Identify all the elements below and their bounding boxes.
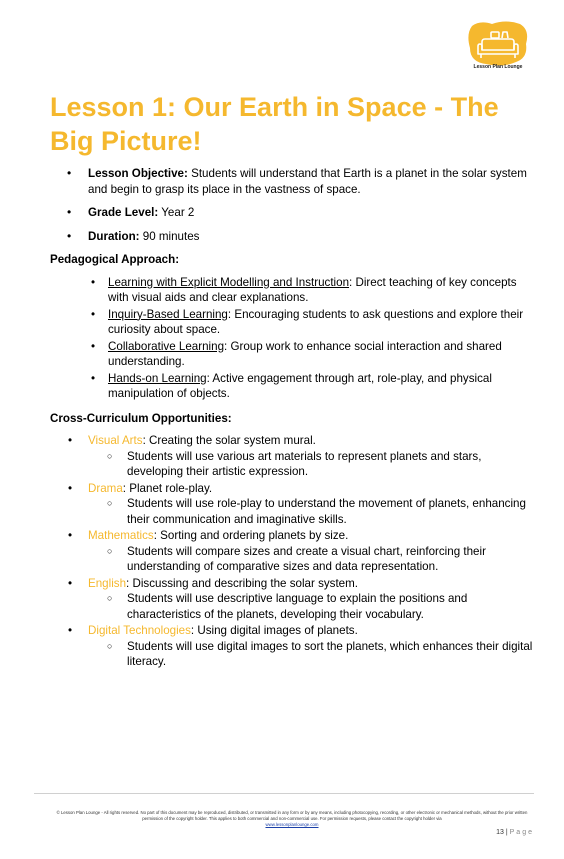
list-item: [50, 433, 540, 480]
cross-curriculum-heading: Cross-Curriculum Opportunities:: [50, 411, 232, 425]
copyright-text: © Lesson Plan Lounge - All rights reserved. No part of this document may be reproduced, distributed, or transmitted in any form or by any means, including photocopying, recording, or other electronic or mechanical methods, without the prior written permission of the copyright holder. This applies to both commercial and non-commercial use. For permission requests, please contact the copyright holder via: [56, 810, 528, 821]
subject-name: Mathematics: [88, 529, 154, 542]
pedagogical-heading: Pedagogical Approach:: [50, 253, 180, 266]
approach-term: Inquiry-Based Learning: [108, 307, 228, 321]
approach-term: Hands-on Learning: [108, 371, 207, 385]
overview-list: [50, 166, 540, 244]
cross-curriculum-list: [50, 433, 540, 670]
logo-wordmark: Lesson Plan Lounge: [473, 64, 523, 70]
lesson-title: Lesson 1: Our Earth in Space - The Big Picture!: [50, 92, 499, 156]
subject-name: Digital Technologies: [88, 624, 191, 637]
sub-list-item: ○ Students will use descriptive language to explain the positions and characteristics of the planets, developing their vocabulary.: [88, 591, 540, 622]
overview-label: Lesson Objective:: [88, 167, 188, 180]
page-label: Page: [509, 829, 534, 836]
list-item: [50, 339, 540, 370]
overview-value: 90 minutes: [139, 229, 200, 243]
pedagogical-list: [50, 275, 540, 402]
subject-activity: : Using digital images of planets.: [190, 624, 358, 637]
approach-text: : Group work to enhance social interaction and shared understanding.: [108, 339, 502, 368]
sub-list-item: ○ Students will use various art materials to represent planets and stars, developing their artistic expression.: [88, 449, 540, 480]
list-item: [50, 166, 540, 197]
approach-text: : Direct teaching of key concepts with visual aids and clear explanations.: [108, 275, 517, 304]
sub-list-item: ○ Students will use digital images to sort the planets, which enhances their digital literacy.: [88, 639, 540, 670]
approach-text: : Encouraging students to ask questions and explore their curiosity about space.: [108, 307, 524, 336]
overview-label: Grade Level:: [88, 206, 159, 219]
subject-name: Drama: [88, 481, 123, 495]
footer-divider: [34, 793, 534, 794]
lesson-content: [50, 166, 540, 671]
subject-activity: : Creating the solar system mural.: [142, 434, 316, 447]
overview-label: Duration:: [88, 229, 140, 243]
overview-value: Students will understand that Earth is a planet in the solar system and begin to grasp its place in the vastness of space.: [88, 167, 527, 196]
list-item: [50, 371, 540, 402]
list-item: [50, 576, 540, 623]
subject-activity: : Planet role-play.: [122, 481, 213, 495]
sub-list-item: ○ Students will compare sizes and create a visual chart, reinforcing their understanding of comparative sizes and data representation.: [88, 544, 540, 575]
list-item: [50, 528, 540, 575]
list-item: [50, 275, 540, 306]
page-separator: |: [503, 829, 510, 836]
approach-term: Collaborative Learning: [108, 339, 225, 353]
approach-term: Learning with Explicit Modelling and Instruction: [108, 275, 350, 289]
subject-activity: : Sorting and ordering planets by size.: [153, 529, 349, 542]
list-item: [50, 229, 540, 245]
page-number: [470, 829, 534, 836]
list-item: [50, 307, 540, 338]
subject-name: English: [88, 576, 127, 590]
subject-activity: : Discussing and describing the solar system.: [126, 576, 359, 590]
subject-name: Visual Arts: [88, 434, 143, 447]
overview-value: Year 2: [158, 206, 195, 219]
sub-list-item: ○ Students will use role-play to understand the movement of planets, enhancing their communication and imaginative skills.: [88, 496, 540, 527]
website-link[interactable]: www.lessonplanlounge.com: [265, 822, 319, 827]
footer-copyright: [52, 810, 532, 828]
approach-text: : Active engagement through art, role-play, and physical manipulation of objects.: [108, 371, 492, 400]
list-item: [50, 481, 540, 528]
list-item: [50, 205, 540, 221]
page-number-value: 13: [496, 829, 504, 836]
list-item: [50, 623, 540, 670]
